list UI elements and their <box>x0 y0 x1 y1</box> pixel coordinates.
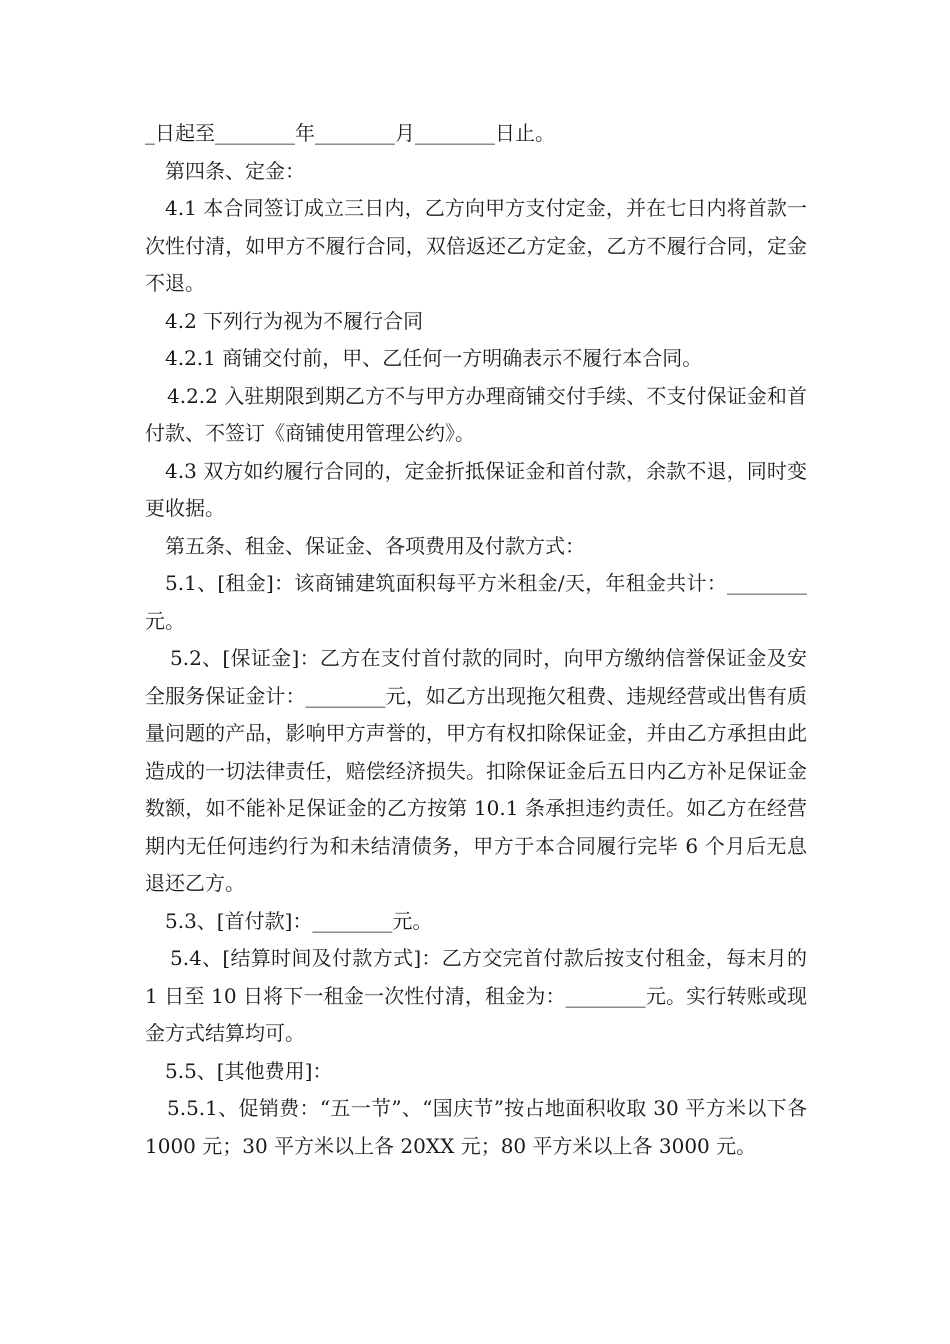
paragraph-4-3: 4.3 双方如约履行合同的，定金折抵保证金和首付款，余款不退，同时变更收据。 <box>145 458 807 520</box>
document-body <box>145 115 807 1165</box>
paragraph-5-1: 5.1、[租金]：该商铺建筑面积每平方米租金/天，年租金共计：________元。 <box>145 571 807 633</box>
paragraph-5-4: 5.4、[结算时间及付款方式]：乙方交完首付款后按支付租金，每末月的 1 日至 10 日将下一租金一次性付清，租金为：________元。实行转账或现金方式结算均可。 <box>145 946 807 1045</box>
paragraph-5-5: 5.5、[其他费用]： <box>165 1058 333 1083</box>
paragraph-5-5-1: 5.5.1、促销费：“五一节”、“国庆节”按占地面积收取 30 平方米以下各 1000 元；30 平方米以上各 20XX 元；80 平方米以上各 3000 元。 <box>145 1096 807 1158</box>
paragraph-4-2: 4.2 下列行为视为不履行合同 <box>165 308 424 333</box>
paragraph-4-2-2: 4.2.2 入驻期限到期乙方不与甲方办理商铺交付手续、不支付保证金和首付款、不签订《商铺使用管理公约》。 <box>145 383 807 445</box>
heading-article-5: 第五条、租金、保证金、各项费用及付款方式： <box>165 533 585 558</box>
paragraph-5-2: 5.2、[保证金]：乙方在支付首付款的同时，向甲方缴纳信誉保证金及安全服务保证金计：________元，如乙方出现拖欠租费、违规经营或出售有质量问题的产品，影响甲方声誉的，甲方有权扣除保证金，并由乙方承担由此造成的一切法律责任，赔偿经济损失。扣除保证金后五日内乙方补足保证金数额，如不能补足保证金的乙方按第 10.1 条承担违约责任。如乙方在经营期内无任何违约行为和未结清债务，甲方于本合同履行完毕 6 个月后无息退还乙方。 <box>145 646 807 895</box>
paragraph-date-range: _日起至________年________月________日止。 <box>145 121 555 145</box>
paragraph-5-3: 5.3、[首付款]：________元。 <box>165 908 433 933</box>
heading-article-4: 第四条、定金： <box>165 158 305 183</box>
paragraph-4-2-1: 4.2.1 商铺交付前，甲、乙任何一方明确表示不履行本合同。 <box>165 346 703 370</box>
paragraph-4-1: 4.1 本合同签订成立三日内，乙方向甲方支付定金，并在七日内将首款一次性付清，如甲方不履行合同，双倍返还乙方定金，乙方不履行合同，定金不退。 <box>145 196 807 295</box>
